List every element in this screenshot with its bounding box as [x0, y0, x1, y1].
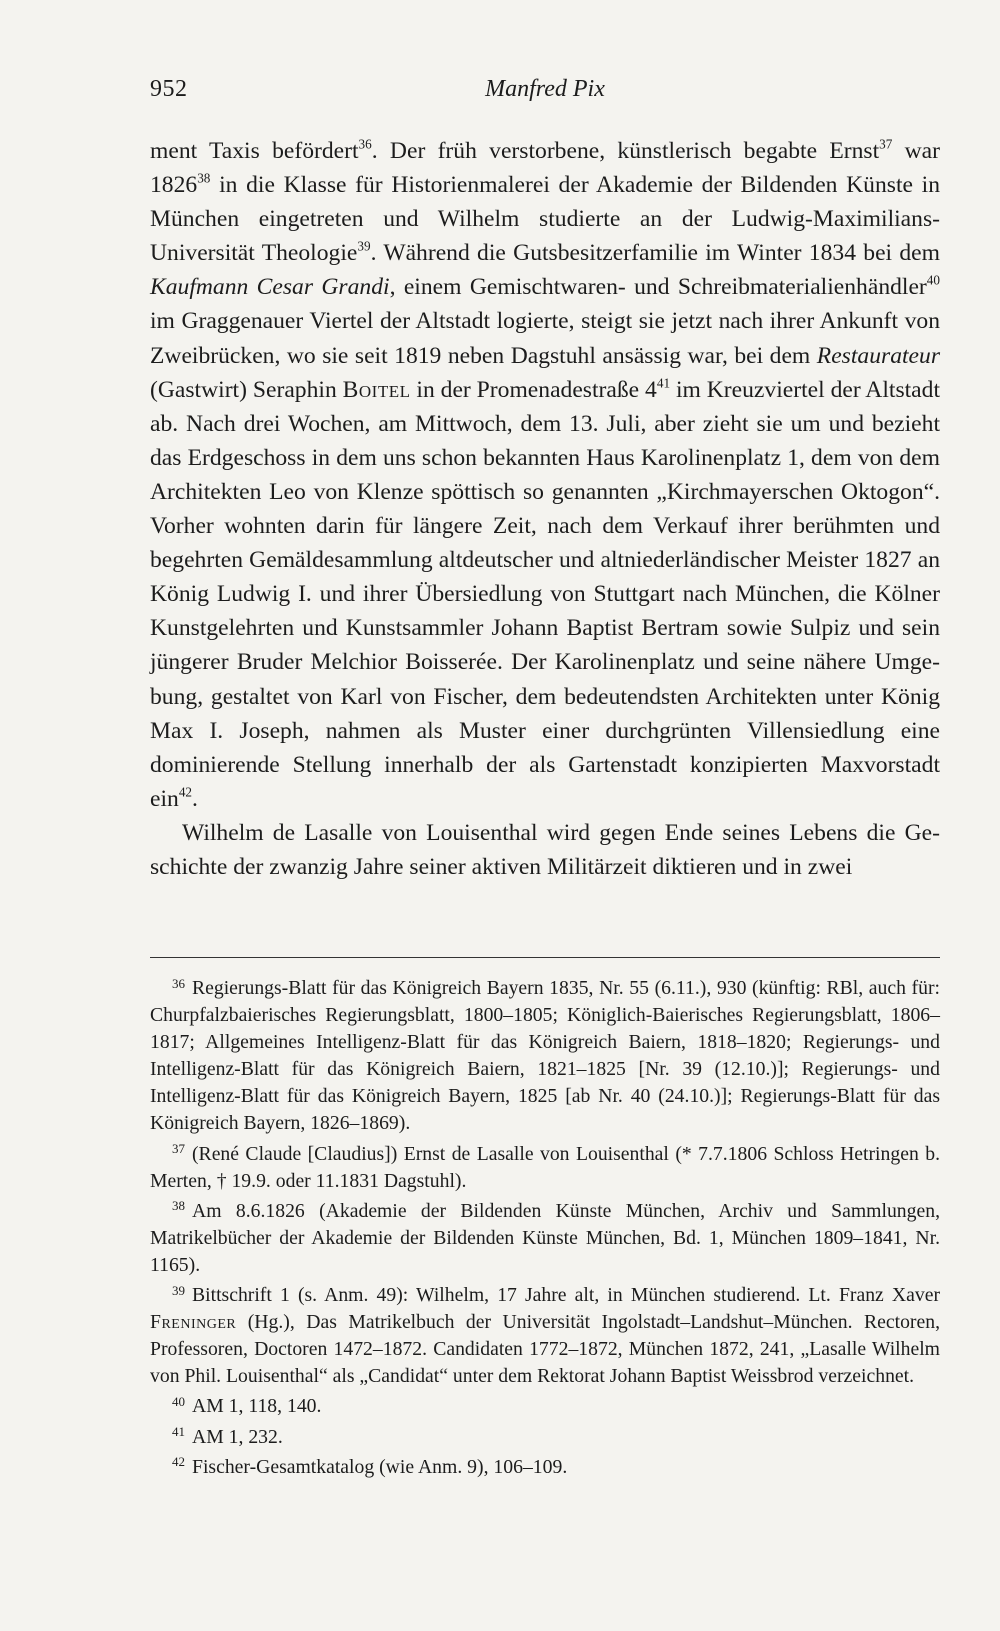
footnote-number: 42 [172, 1454, 185, 1470]
footnote-text: AM 1, 118, 140. [192, 1395, 322, 1418]
footnote-text: Regierungs-Blatt für das Königreich Bayern 1835, Nr. 55 (6.11.), 930 (künftig: RBl, auch für: Churpfalzbaierisches Regierungsblatt, 1800–1805; Königlich-Baierisches Regierungsblatt, 1806–1817; Allgemeines Intelligenz-Blatt für das Königreich Baiern, 1818–1820; Regierungs- und Intelligenz-Blatt für das Königreich Baiern, 1821–1825 [Nr. 39 (12.10.)]; Regierungs- und Intelligenz-Blatt für das Königreich Bayern, 1825 [ab Nr. 40 (24.10.)]; Regierungs-Blatt für das Königreich Bayern, 1826–1869). [150, 977, 940, 1135]
footnote-text: (René Claude [Claudius]) Ernst de Lasalle von Louisenthal (* 7.7.1806 Schloss Hetringen b. Merten, † 19.9. oder 11.1831 Dagstuhl). [150, 1142, 940, 1192]
footnote-text: (Hg.), Das Matrikelbuch der Universität Ingolstadt–Landshut–München. Rectoren, Professoren, Doctoren 1472–1872. Candidaten 1772–1872, München 1872, 241, „Lasalle Wilhelm von Phil. Louisenthal“ als „Candidat“ unter dem Rektorat Johann Baptist Weissbrod verzeichnet. [150, 1311, 940, 1388]
footnote-ref-39[interactable]: 39 [357, 238, 371, 254]
text-run: im Graggenauer Viertel der Altstadt logierte, steigt sie jetzt nach ihrer Ankunft von Zweibrücken, wo sie seit 1819 neben Dagstuhl ansässig war, bei dem [150, 308, 940, 369]
footnote-40 [150, 1393, 940, 1420]
footnote-text: Bittschrift 1 (s. Anm. 49): Wilhelm, 17 Jahre alt, in München studierend. Lt. Franz Xaver [192, 1284, 940, 1307]
footnote-38 [150, 1198, 940, 1279]
footnote-41 [150, 1424, 940, 1451]
footnote-number: 36 [172, 975, 185, 991]
footnote-ref-40[interactable]: 40 [926, 272, 940, 288]
paragraph-1 [150, 134, 940, 816]
footnote-text: Fischer-Gesamtkatalog (wie Anm. 9), 106–109. [192, 1455, 568, 1478]
text-run: in der Promenadestraße 4 [410, 376, 657, 403]
italic-term: Restaurateur [816, 342, 940, 369]
small-caps-name: Freninger [150, 1311, 237, 1334]
text-run: im Kreuzviertel der Altstadt ab. Nach drei Wochen, am Mittwoch, dem 13. Juli, aber zieht sie um und bezieht das Erdgeschoss in dem uns schon bekannten Haus Karolinenplatz 1, dem von dem Architekten Leo von Klenze spöttisch so genannten „Kirchmayerschen Oktogon“. Vorher wohnten darin für längere Zeit, nach dem Verkauf ihrer berühmten und begehrten Gemäldesammlung altdeutscher und altniederländischer Meister 1827 an König Ludwig I. und ihrer Übersiedlung von Stuttgart nach München, die Kölner Kunstgelehrten und Kunstsammler Johann Baptist Bertram sowie Sulpiz und sein jüngerer Bruder Melchior Boisserée. Der Karolinenplatz und seine nähere Umgebung, gestaltet von Karl von Fischer, dem bedeutendsten Architekten unter König Max I. Joseph, nahmen als Muster einer durchgrünten Villensiedlung eine dominierende Stellung innerhalb der als Gartenstadt konzipierten Maxvorstadt ein [150, 376, 940, 812]
running-head [150, 76, 940, 106]
footnote-text: Am 8.6.1826 (Akademie der Bildenden Künste München, Archiv und Sammlungen, Matrikelbücher der Akademie der Bildenden Künste München, Bd. 1, München 1809–1841, Nr. 1165). [150, 1199, 940, 1276]
text-run: , einem Gemischtwaren- und Schreibmaterialienhändler [389, 274, 927, 301]
main-text [150, 134, 940, 884]
footnote-ref-42[interactable]: 42 [178, 784, 193, 800]
text-run: war 1826 [150, 138, 940, 199]
footnote-number: 37 [172, 1141, 185, 1157]
footnote-ref-36[interactable]: 36 [358, 136, 372, 152]
footnote-number: 40 [172, 1393, 185, 1409]
footnote-37 [150, 1141, 940, 1195]
footnote-ref-37[interactable]: 37 [879, 136, 893, 152]
running-head-author: Manfred Pix [485, 76, 605, 102]
footnote-42 [150, 1454, 940, 1481]
text-run: in die Klasse für Historienmalerei der Akademie der Bildenden Künste in München eingetreten und Wilhelm studierte an der Ludwig-Maximilians-Universität Theologie [150, 172, 940, 267]
footnote-ref-41[interactable]: 41 [656, 375, 671, 391]
paragraph-2: Wilhelm de Lasalle von Louisenthal wird gegen Ende seines Lebens die Geschichte der zwanzig Jahre seiner aktiven Militärzeit diktieren und in zwei [150, 819, 940, 880]
footnote-ref-38[interactable]: 38 [197, 170, 211, 186]
footnote-divider [150, 957, 940, 958]
footnote-text: AM 1, 232. [192, 1425, 283, 1448]
text-run: . [192, 785, 198, 812]
footnote-39 [150, 1282, 940, 1390]
footnote-36 [150, 975, 940, 1138]
text-run: (Gastwirt) Seraphin [150, 376, 343, 403]
footnote-number: 38 [172, 1198, 185, 1214]
text-run: . Während die Gutsbesitzerfamilie im Winter 1834 bei dem [370, 240, 941, 267]
footnotes [150, 975, 940, 1484]
text-run: ment Taxis befördert [150, 138, 359, 164]
italic-name: Kaufmann Cesar Grandi [150, 274, 390, 301]
footnote-number: 39 [172, 1282, 185, 1298]
footnote-number: 41 [172, 1424, 185, 1439]
text-run: . Der früh verstorbene, künstlerisch begabte Ernst [371, 138, 880, 164]
page-number: 952 [150, 76, 188, 102]
small-caps-name: Boitel [342, 376, 411, 403]
